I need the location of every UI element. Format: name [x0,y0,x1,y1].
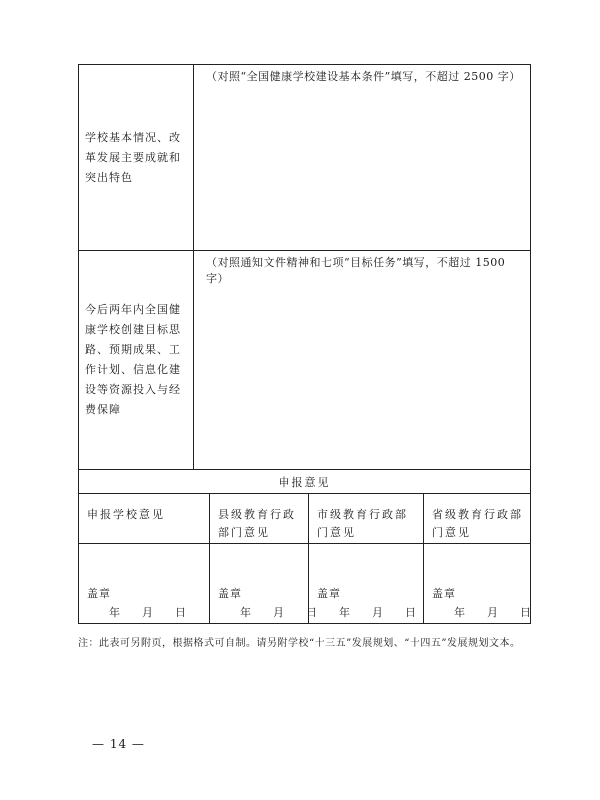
plan-hint: （对照通知文件精神和七项“目标任务”填写，不超过 1500 字） [206,256,506,285]
province-opinion-title: 省级教育行政部门意见 [424,494,531,544]
city-date-label: 年 月 日 [339,606,416,619]
opinion-seal-row [79,544,531,624]
county-seal-label: 盖章 [218,587,242,600]
opinion-section-title: 申报意见 [79,470,531,494]
school-opinion-cell[interactable] [79,544,210,624]
school-date-label: 年 月 日 [109,606,186,619]
province-opinion-cell[interactable] [424,544,531,624]
basic-info-label: 学校基本情况、改革发展主要成就和突出特色 [79,65,194,251]
county-opinion-title: 县级教育行政部门意见 [210,494,309,544]
page-number: — 14 — [92,737,145,751]
footnote: 注：此表可另附页，根据格式可自制。请另附学校“十三五”发展规划、“十四五”发展规划文本。 [78,638,521,649]
city-opinion-title: 市级教育行政部门意见 [309,494,424,544]
city-opinion-cell[interactable] [309,544,424,624]
plan-row [79,251,531,470]
school-opinion-title: 申报学校意见 [79,494,210,544]
county-date-label: 年 月 日 [240,606,317,619]
city-seal-label: 盖章 [317,587,341,600]
plan-label: 今后两年内全国健康学校创建目标思路、预期成果、工作计划、信息化建设等资源投入与经费保障 [79,251,194,470]
application-form-table [78,64,531,624]
school-seal-label: 盖章 [87,587,111,600]
province-seal-label: 盖章 [432,587,456,600]
basic-info-row [79,65,531,251]
basic-info-field[interactable] [194,65,531,251]
plan-field[interactable] [194,251,531,470]
province-date-label: 年 月 日 [454,606,531,619]
basic-info-hint: （对照“全国健康学校建设基本条件”填写，不超过 2500 字） [206,70,521,83]
opinion-header-row [79,494,531,544]
opinion-title-row [79,470,531,494]
county-opinion-cell[interactable] [210,544,317,624]
